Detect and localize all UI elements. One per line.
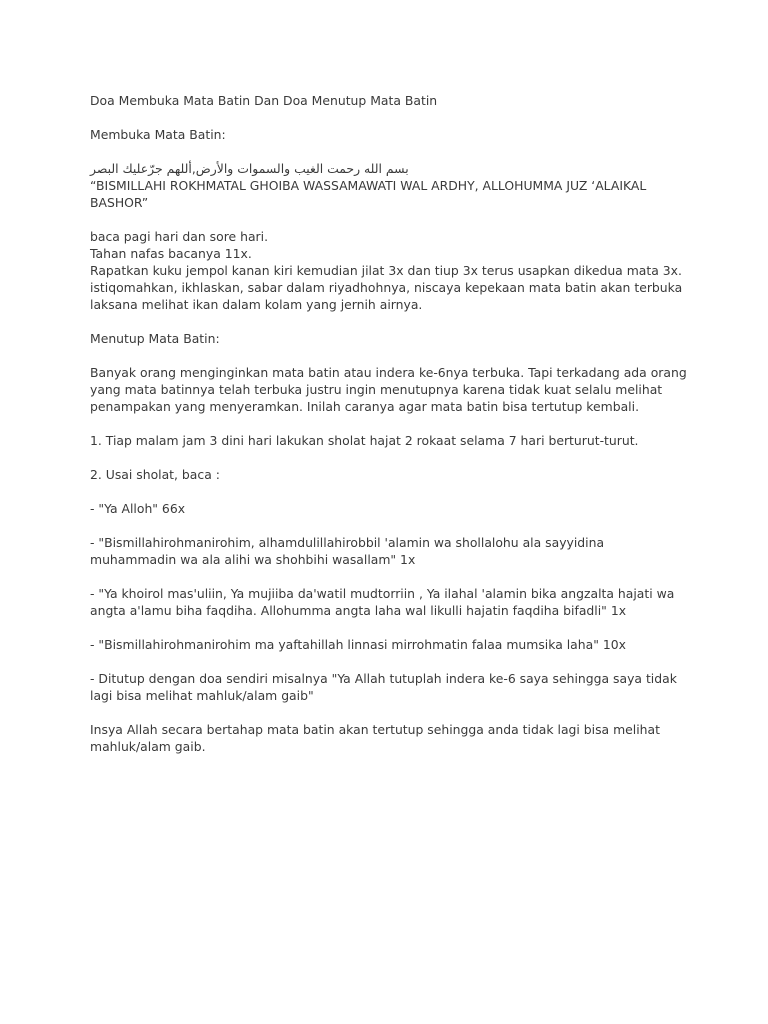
recite-item-5: - Ditutup dengan doa sendiri misalnya "Ya Allah tutuplah indera ke-6 saya sehingga saya tidak lagi bisa melihat mahluk/alam gaib" (90, 671, 677, 703)
prayer-transliteration: “BISMILLAHI ROKHMATAL GHOIBA WASSAMAWATI WAL ARDHY, ALLOHUMMA JUZ ‘ALAIKAL BASHOR” (90, 178, 647, 210)
close-intro: Banyak orang menginginkan mata batin atau indera ke-6nya terbuka. Tapi terkadang ada orang yang mata batinnya telah terbuka justru ingin menutupnya karena tidak kuat selalu melihat penampakan yang menyeramkan. Inilah caranya agar mata batin bisa tertutup kembali. (90, 365, 687, 414)
recite-item-1: - "Ya Alloh" 66x (90, 501, 186, 516)
recite-item-2: - "Bismillahirohmanirohim, alhamdulillahirobbil 'alamin wa shollalohu ala sayyidina muhammadin wa ala alihi wa shohbihi wasallam" 1x (90, 535, 605, 567)
step-2: 2. Usai sholat, baca : (90, 467, 220, 482)
open-heading: Membuka Mata Batin: (90, 127, 226, 142)
recite-item-3: - "Ya khoirol mas'uliin, Ya mujiiba da'watil mudtorriin , Ya ilahal 'alamin bika angzalta hajati wa angta a'lamu biha faqdiha. Allohumma angta laha wal likulli hajatin faqdiha bifadli" 1x (90, 586, 675, 618)
open-instructions: baca pagi hari dan sore hari. Tahan nafas bacanya 11x. Rapatkan kuku jempol kanan kiri kemudian jilat 3x dan tiup 3x terus usapkan dikedua mata 3x. istiqomahkan, ikhlaskan, sabar dalam riyadhohnya, niscaya kepekaan mata batin akan terbuka laksana melihat ikan dalam kolam yang jernih airnya. (90, 229, 683, 312)
arabic-prayer: بسم الله رحمت الغيب والسموات والأرض,أللهم جرّعليك البصر (90, 161, 409, 176)
document-title: Doa Membuka Mata Batin Dan Doa Menutup Mata Batin (90, 93, 438, 108)
close-heading: Menutup Mata Batin: (90, 331, 220, 346)
step-1: 1. Tiap malam jam 3 dini hari lakukan sholat hajat 2 rokaat selama 7 hari berturut-turut. (90, 433, 639, 448)
recite-item-4: - "Bismillahirohmanirohim ma yaftahillah linnasi mirrohmatin falaa mumsika laha" 10x (90, 637, 626, 652)
document-body (90, 92, 690, 772)
closing-paragraph: Insya Allah secara bertahap mata batin akan tertutup sehingga anda tidak lagi bisa melihat mahluk/alam gaib. (90, 722, 660, 754)
